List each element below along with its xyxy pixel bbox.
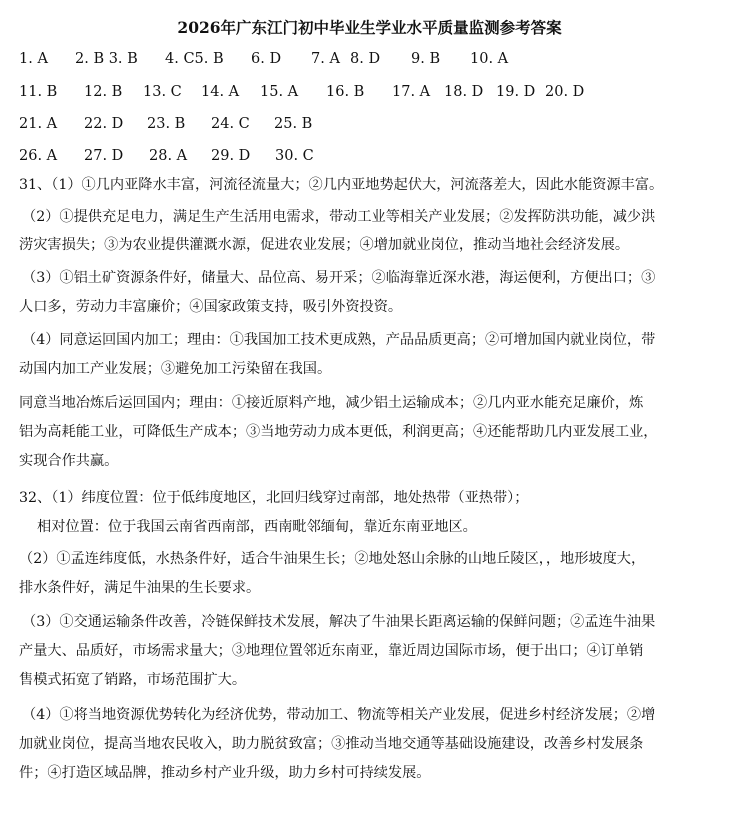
mc-answer: 22. D	[84, 116, 124, 132]
mc-answer: 2. B 3. B	[75, 51, 138, 67]
mc-answer: 24. C	[211, 116, 250, 132]
answer-line: 相对位置：位于我国云南省西南部，西南毗邻缅甸，靠近东南亚地区。	[37, 519, 477, 535]
page-title: 2026年广东江门初中毕业生学业水平质量监测参考答案	[177, 18, 562, 37]
answer-line: 加就业岗位，提高当地农民收入，助力脱贫致富；③推动当地交通等基础设施建设，改善乡村发展条	[19, 736, 644, 752]
answer-line: 动国内加工产业发展；③避免加工污染留在我国。	[19, 361, 332, 377]
mc-answer: 28. A	[149, 148, 188, 164]
mc-answer: 25. B	[274, 116, 313, 132]
mc-answer: 17. A	[392, 84, 431, 100]
mc-answer: 9. B	[411, 51, 441, 67]
mc-answer: 12. B	[84, 84, 123, 100]
mc-answer: 6. D	[251, 51, 282, 67]
answer-line: （2）①提供充足电力，满足生产生活用电需求，带动工业等相关产业发展；②发挥防洪功能，减少洪	[22, 209, 656, 225]
answer-line: 铝为高耗能工业，可降低生产成本；③当地劳动力成本更低，利润更高；④还能帮助几内亚发展工业，	[19, 424, 658, 440]
mc-answer: 20. D	[545, 84, 585, 100]
mc-row-2	[0, 80, 739, 104]
mc-answer: 11. B	[19, 84, 58, 100]
mc-answer: 16. B	[326, 84, 365, 100]
answer-line: 涝灾害损失；③为农业提供灌溉水源，促进农业发展；④增加就业岗位，推动当地社会经济发展。	[19, 237, 630, 253]
mc-answer: 15. A	[260, 84, 299, 100]
mc-answer: 10. A	[470, 51, 509, 67]
answer-line: 32、（1）纬度位置：位于低纬度地区，北回归线穿过南部，地处热带（亚热带）；	[19, 490, 529, 506]
mc-answer: 27. D	[84, 148, 124, 164]
mc-answer: 14. A	[201, 84, 240, 100]
mc-answer: 8. D	[350, 51, 381, 67]
answer-line: 产量大、品质好，市场需求量大；③地理位置邻近东南亚，靠近周边国际市场，便于出口；④订单销	[19, 643, 644, 659]
answer-line: 同意当地冶炼后运回国内；理由：①接近原料产地，减少铝土运输成本；②几内亚水能充足廉价，炼	[19, 395, 644, 411]
answer-line: 人口多，劳动力丰富廉价；④国家政策支持，吸引外资投资。	[19, 299, 403, 315]
mc-answer: 18. D	[444, 84, 484, 100]
mc-row-1	[0, 47, 739, 71]
mc-answer: 7. A	[311, 51, 340, 67]
mc-row-3	[0, 112, 739, 136]
mc-answer: 29. D	[211, 148, 251, 164]
mc-answer: 4. C5. B	[165, 51, 224, 67]
answer-line: （4）①将当地资源优势转化为经济优势，带动加工、物流等相关产业发展，促进乡村经济发展；②增	[22, 707, 656, 723]
answer-line: （3）①交通运输条件改善，冷链保鲜技术发展，解决了牛油果长距离运输的保鲜问题；②孟连牛油果	[22, 614, 656, 630]
mc-answer: 21. A	[19, 116, 58, 132]
answer-line: 实现合作共赢。	[19, 453, 119, 469]
mc-answer: 30. C	[275, 148, 314, 164]
answer-line: 31、（1）①几内亚降水丰富，河流径流量大；②几内亚地势起伏大，河流落差大，因此水能资源丰富。	[19, 177, 664, 193]
mc-row-4	[0, 144, 739, 168]
answer-line: 售模式拓宽了销路，市场范围扩大。	[19, 672, 247, 688]
answer-line: （2）①孟连纬度低，水热条件好，适合牛油果生长；②地处怒山余脉的山地丘陵区，，地形坡度大，	[19, 551, 646, 567]
mc-answer: 13. C	[143, 84, 182, 100]
answer-line: （4）同意运回国内加工；理由：①我国加工技术更成熟，产品品质更高；②可增加国内就业岗位，带	[22, 332, 656, 348]
answer-line: （3）①铝土矿资源条件好，储量大、品位高、易开采；②临海靠近深水港，海运便利，方便出口；③	[22, 270, 656, 286]
mc-answer: 1. A	[19, 51, 48, 67]
mc-answer: 26. A	[19, 148, 58, 164]
mc-answer: 19. D	[496, 84, 536, 100]
mc-answer: 23. B	[147, 116, 186, 132]
answer-line: 件；④打造区域品牌，推动乡村产业升级，助力乡村可持续发展。	[19, 765, 431, 781]
answer-line: 排水条件好，满足牛油果的生长要求。	[19, 580, 261, 596]
